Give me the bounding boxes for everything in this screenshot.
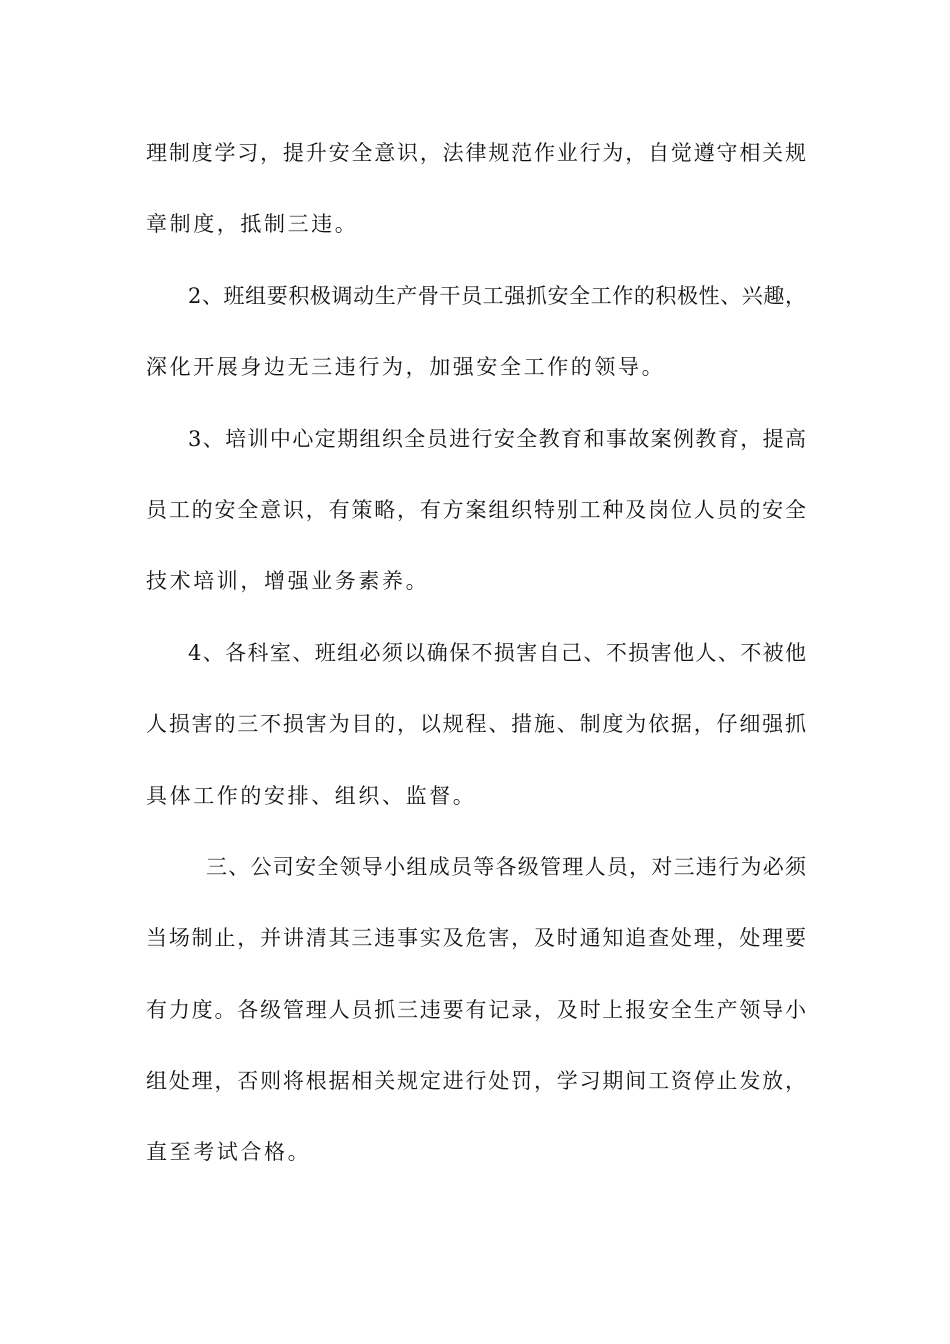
- text-line: 有力度。各级管理人员抓三违要有记录，及时上报安全生产领导小: [146, 997, 806, 1022]
- text-line: 4、各科室、班组必须以确保不损害自己、不损害他人、不被他: [188, 640, 806, 665]
- document-body: [146, 128, 806, 1199]
- text-line: 员工的安全意识，有策略，有方案组织特别工种及岗位人员的安全: [146, 497, 806, 522]
- text-line: 技术培训，增强业务素养。: [146, 569, 430, 594]
- text-line: 2、班组要积极调动生产骨干员工强抓安全工作的积极性、兴趣，: [188, 283, 806, 308]
- text-line: 三、公司安全领导小组成员等各级管理人员，对三违行为必须: [206, 854, 806, 879]
- text-line: 理制度学习，提升安全意识，法律规范作业行为，自觉遵守相关规: [146, 141, 806, 165]
- text-line: 具体工作的安排、组织、监督。: [146, 783, 477, 808]
- text-line: 3、培训中心定期组织全员进行安全教育和事故案例教育，提高: [188, 426, 806, 451]
- text-line: 章制度，抵制三违。: [146, 212, 359, 237]
- text-line: 当场制止，并讲清其三违事实及危害，及时通知追查处理，处理要: [146, 926, 806, 951]
- text-line: 组处理，否则将根据相关规定进行处罚，学习期间工资停止发放，: [146, 1069, 806, 1094]
- text-line: 深化开展身边无三违行为，加强安全工作的领导。: [146, 355, 666, 380]
- text-line: 人损害的三不损害为目的，以规程、措施、制度为依据，仔细强抓: [146, 712, 806, 737]
- text-line: 直至考试合格。: [146, 1140, 312, 1165]
